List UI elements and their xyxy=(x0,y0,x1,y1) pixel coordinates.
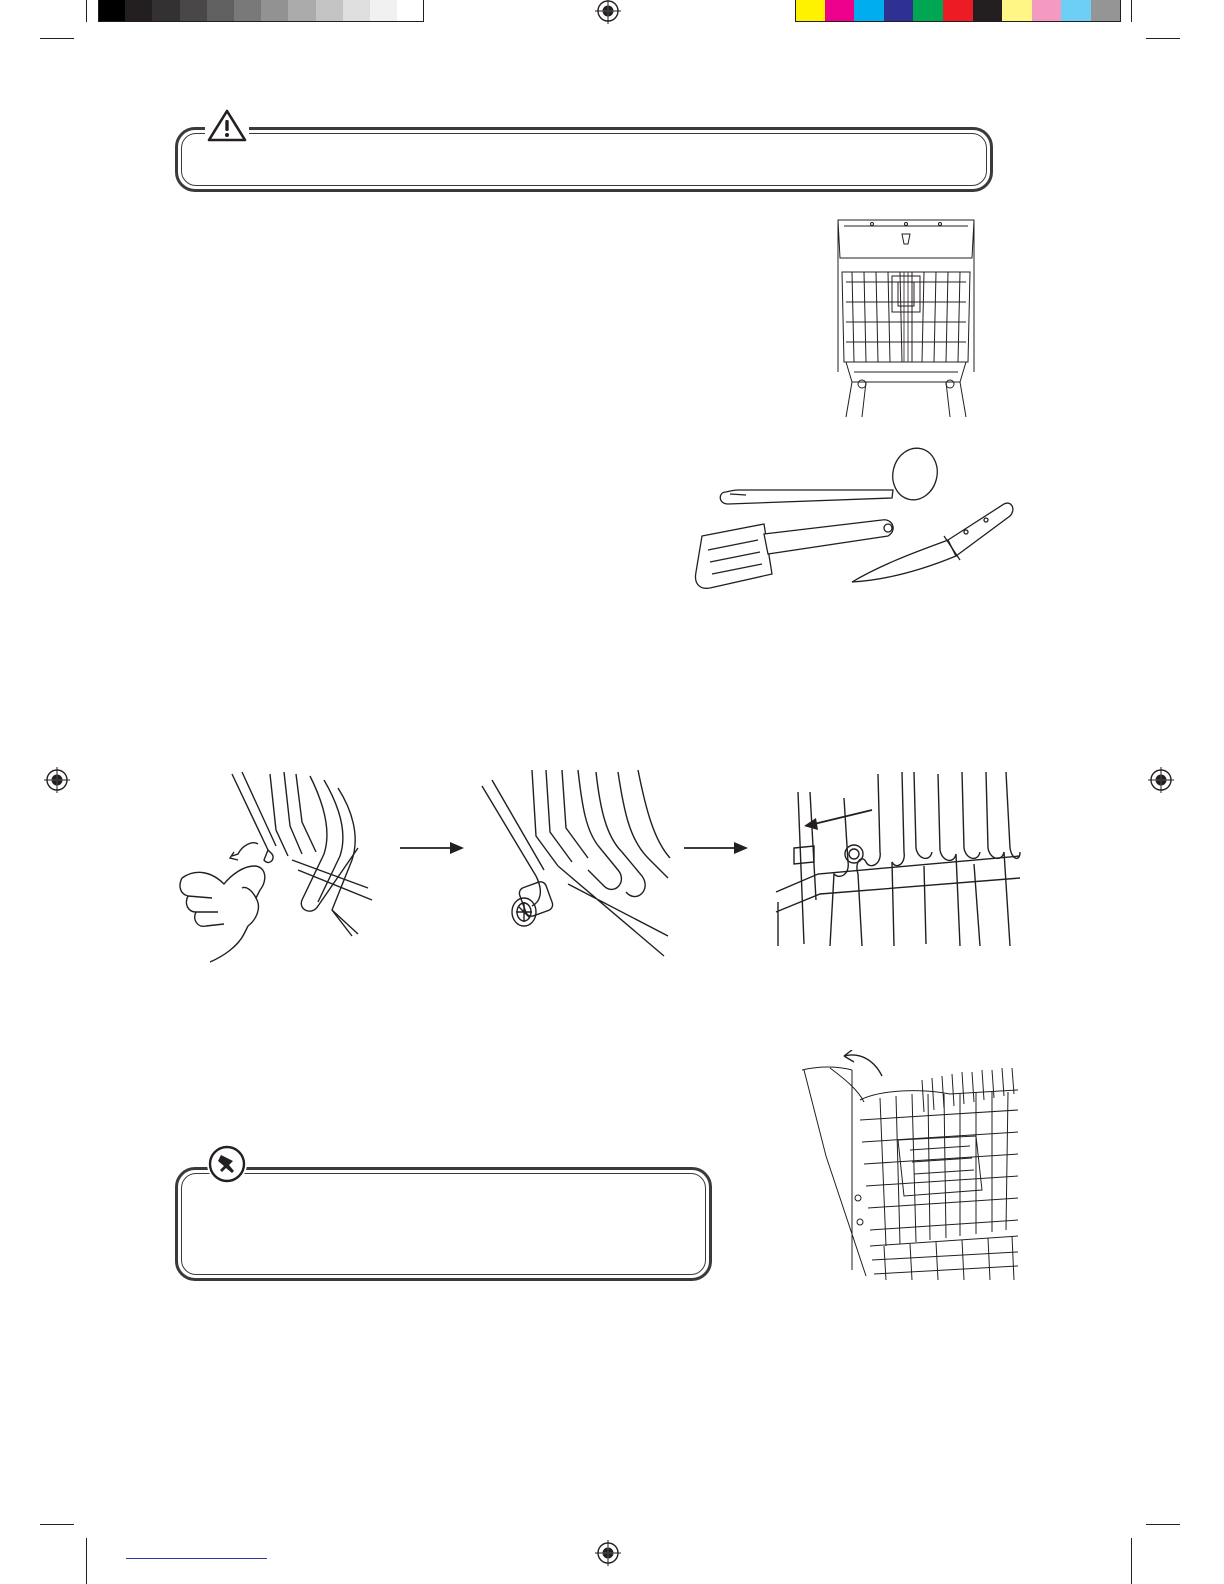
crop-mark-top-left-h xyxy=(40,38,74,39)
crop-mark-bottom-right-h xyxy=(1146,1524,1180,1525)
warning-triangle-icon xyxy=(205,108,249,144)
rack-latch-step-1-illustration xyxy=(172,770,390,966)
color-bar-frame xyxy=(795,0,1121,22)
crop-mark-top-right-h xyxy=(1146,38,1180,39)
rack-rail-step-3-illustration xyxy=(774,770,1022,950)
pushpin-icon xyxy=(207,1144,247,1184)
lower-rack-illustration xyxy=(800,1050,1022,1282)
arrow-right-icon xyxy=(684,840,750,856)
registration-mark-icon xyxy=(595,1540,621,1566)
registration-mark-icon xyxy=(595,0,621,24)
crop-mark-bottom-right-v xyxy=(1131,1538,1132,1584)
registration-mark-icon xyxy=(44,767,70,793)
crop-mark-top-right-v xyxy=(1131,0,1132,22)
crop-mark-bottom-left-h xyxy=(40,1524,74,1525)
warning-box xyxy=(175,127,993,192)
crop-mark-bottom-left-v xyxy=(86,1538,87,1584)
note-box xyxy=(175,1167,712,1281)
color-bar-frame xyxy=(98,0,424,22)
crop-mark-top-left-v xyxy=(86,0,87,22)
utensils-illustration xyxy=(686,446,1018,594)
footer-link-underline xyxy=(126,1558,267,1559)
registration-mark-icon xyxy=(1148,767,1174,793)
arrow-right-icon xyxy=(400,840,466,856)
rack-wheel-step-2-illustration xyxy=(478,766,672,964)
upper-rack-illustration xyxy=(832,212,980,420)
